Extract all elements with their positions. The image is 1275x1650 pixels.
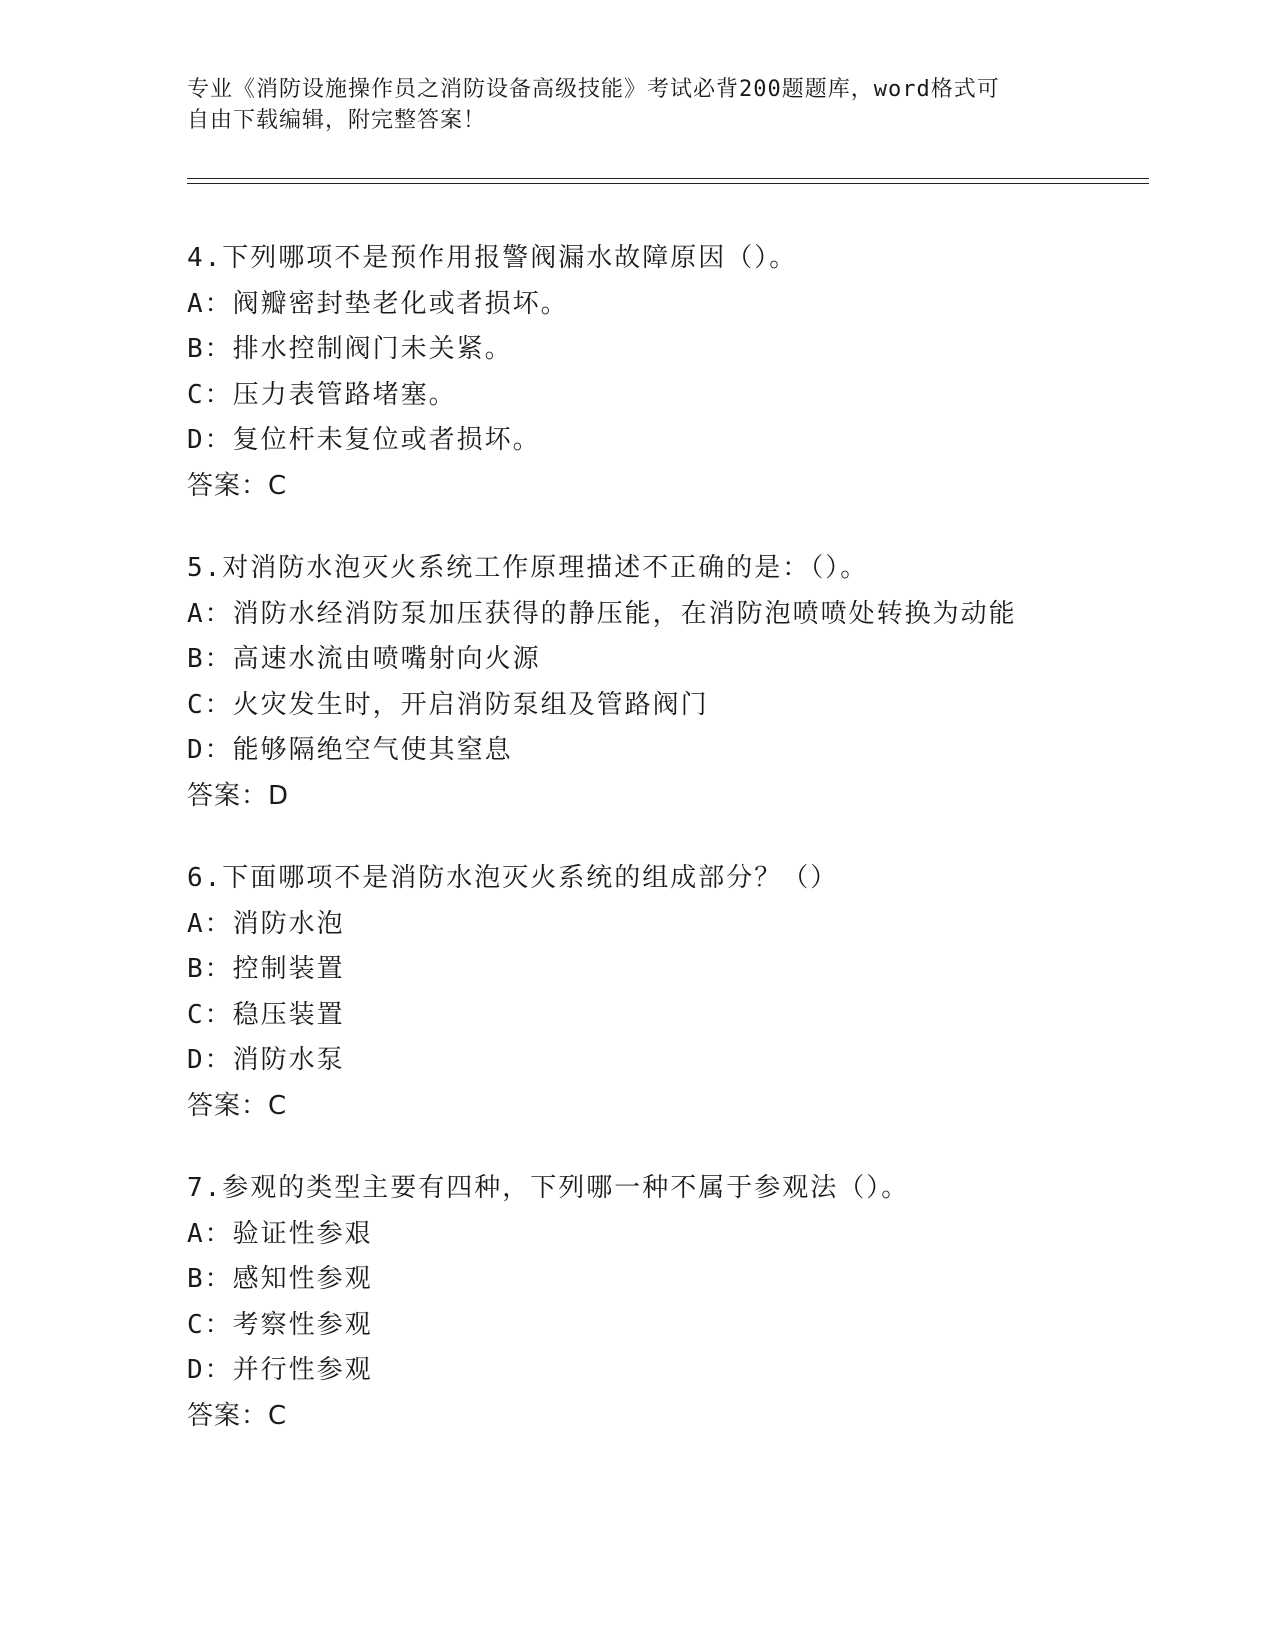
question-stem: 6.下面哪项不是消防水泡灭火系统的组成部分？（） bbox=[187, 863, 839, 893]
answer-line: 答案：D bbox=[187, 780, 290, 811]
question-stem: 7.参观的类型主要有四种，下列哪一种不属于参观法（）。 bbox=[187, 1173, 910, 1203]
option-b: B：排水控制阀门未关紧。 bbox=[187, 334, 513, 364]
option-d: D：能够隔绝空气使其窒息 bbox=[187, 735, 513, 765]
option-c: C：压力表管路堵塞。 bbox=[187, 379, 457, 410]
option-d: D：复位杆未复位或者损坏。 bbox=[187, 425, 541, 455]
option-a: A：阀瓣密封垫老化或者损坏。 bbox=[187, 288, 569, 319]
header-line-1: 专业《消防设施操作员之消防设备高级技能》考试必背200题题库，word格式可 bbox=[187, 77, 1000, 102]
option-a: A：消防水泡 bbox=[187, 908, 345, 939]
option-d: D：消防水泵 bbox=[187, 1045, 345, 1075]
header-rule-bottom bbox=[187, 183, 1149, 184]
option-a: A：验证性参艰 bbox=[187, 1218, 373, 1249]
document-header bbox=[187, 74, 1087, 136]
option-c: C：考察性参观 bbox=[187, 1309, 373, 1340]
option-b: B：控制装置 bbox=[187, 954, 345, 984]
question-stem: 5.对消防水泡灭火系统工作原理描述不正确的是：（）。 bbox=[187, 553, 869, 583]
option-d: D：并行性参观 bbox=[187, 1355, 373, 1385]
option-c: C：稳压装置 bbox=[187, 999, 345, 1030]
answer-line: 答案：C bbox=[187, 1090, 288, 1121]
question-stem: 4.下列哪项不是预作用报警阀漏水故障原因（）。 bbox=[187, 243, 798, 273]
header-line-2: 自由下载编辑，附完整答案！ bbox=[187, 108, 487, 133]
answer-line: 答案：C bbox=[187, 470, 288, 501]
question-item bbox=[187, 856, 1147, 1129]
question-item bbox=[187, 1166, 1147, 1439]
question-item bbox=[187, 546, 1147, 819]
answer-line: 答案：C bbox=[187, 1400, 288, 1431]
option-b: B：高速水流由喷嘴射向火源 bbox=[187, 644, 541, 674]
option-c: C：火灾发生时，开启消防泵组及管路阀门 bbox=[187, 689, 709, 720]
option-b: B：感知性参观 bbox=[187, 1264, 373, 1294]
option-a: A：消防水经消防泵加压获得的静压能，在消防泡喷喷处转换为动能 bbox=[187, 598, 1017, 629]
question-item bbox=[187, 236, 1147, 509]
header-rule-top bbox=[187, 178, 1149, 179]
question-list bbox=[187, 236, 1147, 1476]
